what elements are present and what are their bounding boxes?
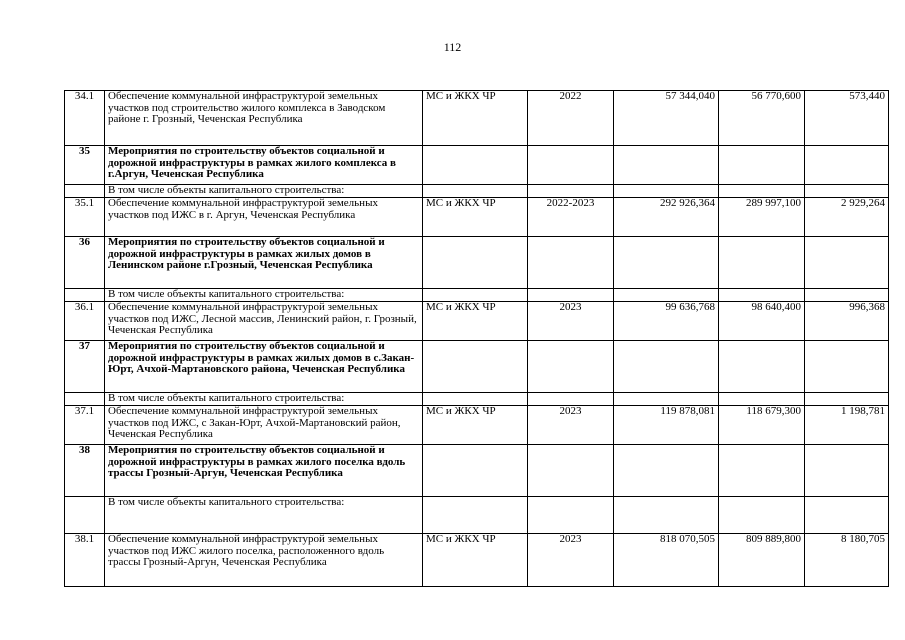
cell-empty <box>719 393 805 406</box>
cell-federal: 809 889,800 <box>719 534 805 587</box>
cell-empty <box>719 146 805 185</box>
cell-total: 119 878,081 <box>614 406 719 445</box>
cell-empty <box>528 393 614 406</box>
table-row-subheading <box>65 497 889 534</box>
table-row-section <box>65 237 889 289</box>
cell-executor: МС и ЖКХ ЧР <box>423 406 528 445</box>
cell-empty <box>528 146 614 185</box>
cell-section-title: Мероприятия по строительству объектов социальной и дорожной инфраструктуры в рамках жилых домов в Ленинском районе г.Грозный, Чеченская Республика <box>105 237 423 289</box>
cell-regional: 573,440 <box>805 91 889 146</box>
cell-description: Обеспечение коммунальной инфраструктурой земельных участков под ИЖС, с Закан-Юрт, Ачхой-Мартановский район, Чеченская Республика <box>105 406 423 445</box>
cell-empty <box>614 146 719 185</box>
cell-empty <box>719 497 805 534</box>
cell-empty <box>719 185 805 198</box>
cell-empty <box>528 237 614 289</box>
cell-empty <box>528 185 614 198</box>
table-row-subheading <box>65 185 889 198</box>
cell-section-title: Мероприятия по строительству объектов социальной и дорожной инфраструктуры в рамках жилого поселка вдоль трассы Грозный-Аргун, Чеченская Республика <box>105 445 423 497</box>
cell-executor: МС и ЖКХ ЧР <box>423 302 528 341</box>
cell-number: 38 <box>65 445 105 497</box>
cell-empty <box>805 497 889 534</box>
cell-total: 292 926,364 <box>614 198 719 237</box>
cell-subheading: В том числе объекты капитального строительства: <box>105 289 423 302</box>
cell-number: 38.1 <box>65 534 105 587</box>
cell-federal: 289 997,100 <box>719 198 805 237</box>
cell-empty <box>805 185 889 198</box>
table-row-item <box>65 406 889 445</box>
cell-empty <box>423 237 528 289</box>
table-row-item <box>65 91 889 146</box>
cell-description: Обеспечение коммунальной инфраструктурой земельных участков под ИЖС жилого поселка, расположенного вдоль трассы Грозный-Аргун, Чеченская Республика <box>105 534 423 587</box>
cell-year: 2023 <box>528 302 614 341</box>
cell-empty <box>614 393 719 406</box>
cell-empty <box>805 237 889 289</box>
cell-year: 2022 <box>528 91 614 146</box>
cell-regional: 8 180,705 <box>805 534 889 587</box>
cell-empty <box>719 289 805 302</box>
table-row-item <box>65 198 889 237</box>
cell-description: Обеспечение коммунальной инфраструктурой земельных участков под ИЖС, Лесной массив, Ленинский район, г. Грозный, Чеченская Республика <box>105 302 423 341</box>
cell-regional: 1 198,781 <box>805 406 889 445</box>
cell-number: 35.1 <box>65 198 105 237</box>
cell-section-title: Мероприятия по строительству объектов социальной и дорожной инфраструктуры в рамках жилого комплекса в г.Аргун, Чеченская Республика <box>105 146 423 185</box>
cell-empty <box>423 393 528 406</box>
cell-regional: 996,368 <box>805 302 889 341</box>
cell-number: 37 <box>65 341 105 393</box>
cell-federal: 56 770,600 <box>719 91 805 146</box>
cell-number <box>65 289 105 302</box>
cell-federal: 98 640,400 <box>719 302 805 341</box>
cell-number <box>65 185 105 198</box>
cell-subheading: В том числе объекты капитального строительства: <box>105 497 423 534</box>
cell-description: Обеспечение коммунальной инфраструктурой земельных участков под ИЖС в г. Аргун, Чеченская Республика <box>105 198 423 237</box>
cell-empty <box>423 445 528 497</box>
cell-year: 2023 <box>528 406 614 445</box>
cell-empty <box>805 445 889 497</box>
table-row-section <box>65 445 889 497</box>
cell-number: 36.1 <box>65 302 105 341</box>
cell-empty <box>805 146 889 185</box>
cell-subheading: В том числе объекты капитального строительства: <box>105 185 423 198</box>
cell-empty <box>423 341 528 393</box>
cell-empty <box>614 289 719 302</box>
cell-empty <box>719 237 805 289</box>
measures-table <box>64 90 889 587</box>
table-row-section <box>65 146 889 185</box>
cell-empty <box>614 185 719 198</box>
cell-empty <box>423 289 528 302</box>
cell-empty <box>423 185 528 198</box>
cell-total: 57 344,040 <box>614 91 719 146</box>
cell-number: 36 <box>65 237 105 289</box>
table-row-section <box>65 341 889 393</box>
cell-empty <box>805 341 889 393</box>
table-row-item <box>65 302 889 341</box>
cell-empty <box>528 341 614 393</box>
cell-empty <box>423 146 528 185</box>
cell-total: 818 070,505 <box>614 534 719 587</box>
cell-regional: 2 929,264 <box>805 198 889 237</box>
cell-executor: МС и ЖКХ ЧР <box>423 534 528 587</box>
cell-number: 34.1 <box>65 91 105 146</box>
page-number: 112 <box>443 40 462 54</box>
cell-executor: МС и ЖКХ ЧР <box>423 198 528 237</box>
cell-empty <box>719 445 805 497</box>
cell-number: 37.1 <box>65 406 105 445</box>
cell-empty <box>614 497 719 534</box>
cell-year: 2023 <box>528 534 614 587</box>
cell-empty <box>423 497 528 534</box>
table-row-subheading <box>65 289 889 302</box>
cell-year: 2022-2023 <box>528 198 614 237</box>
cell-empty <box>719 341 805 393</box>
cell-empty <box>805 289 889 302</box>
cell-number <box>65 497 105 534</box>
cell-description: Обеспечение коммунальной инфраструктурой земельных участков под строительство жилого комплекса в Заводском районе г. Грозный, Чеченская Республика <box>105 91 423 146</box>
cell-section-title: Мероприятия по строительству объектов социальной и дорожной инфраструктуры в рамках жилых домов в с.Закан-Юрт, Ачхой-Мартановского района, Чеченская Республика <box>105 341 423 393</box>
cell-empty <box>614 341 719 393</box>
table-row-subheading <box>65 393 889 406</box>
cell-number <box>65 393 105 406</box>
cell-executor: МС и ЖКХ ЧР <box>423 91 528 146</box>
cell-number: 35 <box>65 146 105 185</box>
cell-empty <box>528 289 614 302</box>
cell-empty <box>528 497 614 534</box>
cell-empty <box>614 445 719 497</box>
cell-empty <box>614 237 719 289</box>
cell-empty <box>805 393 889 406</box>
cell-empty <box>528 445 614 497</box>
cell-federal: 118 679,300 <box>719 406 805 445</box>
cell-total: 99 636,768 <box>614 302 719 341</box>
cell-subheading: В том числе объекты капитального строительства: <box>105 393 423 406</box>
table-row-item <box>65 534 889 587</box>
